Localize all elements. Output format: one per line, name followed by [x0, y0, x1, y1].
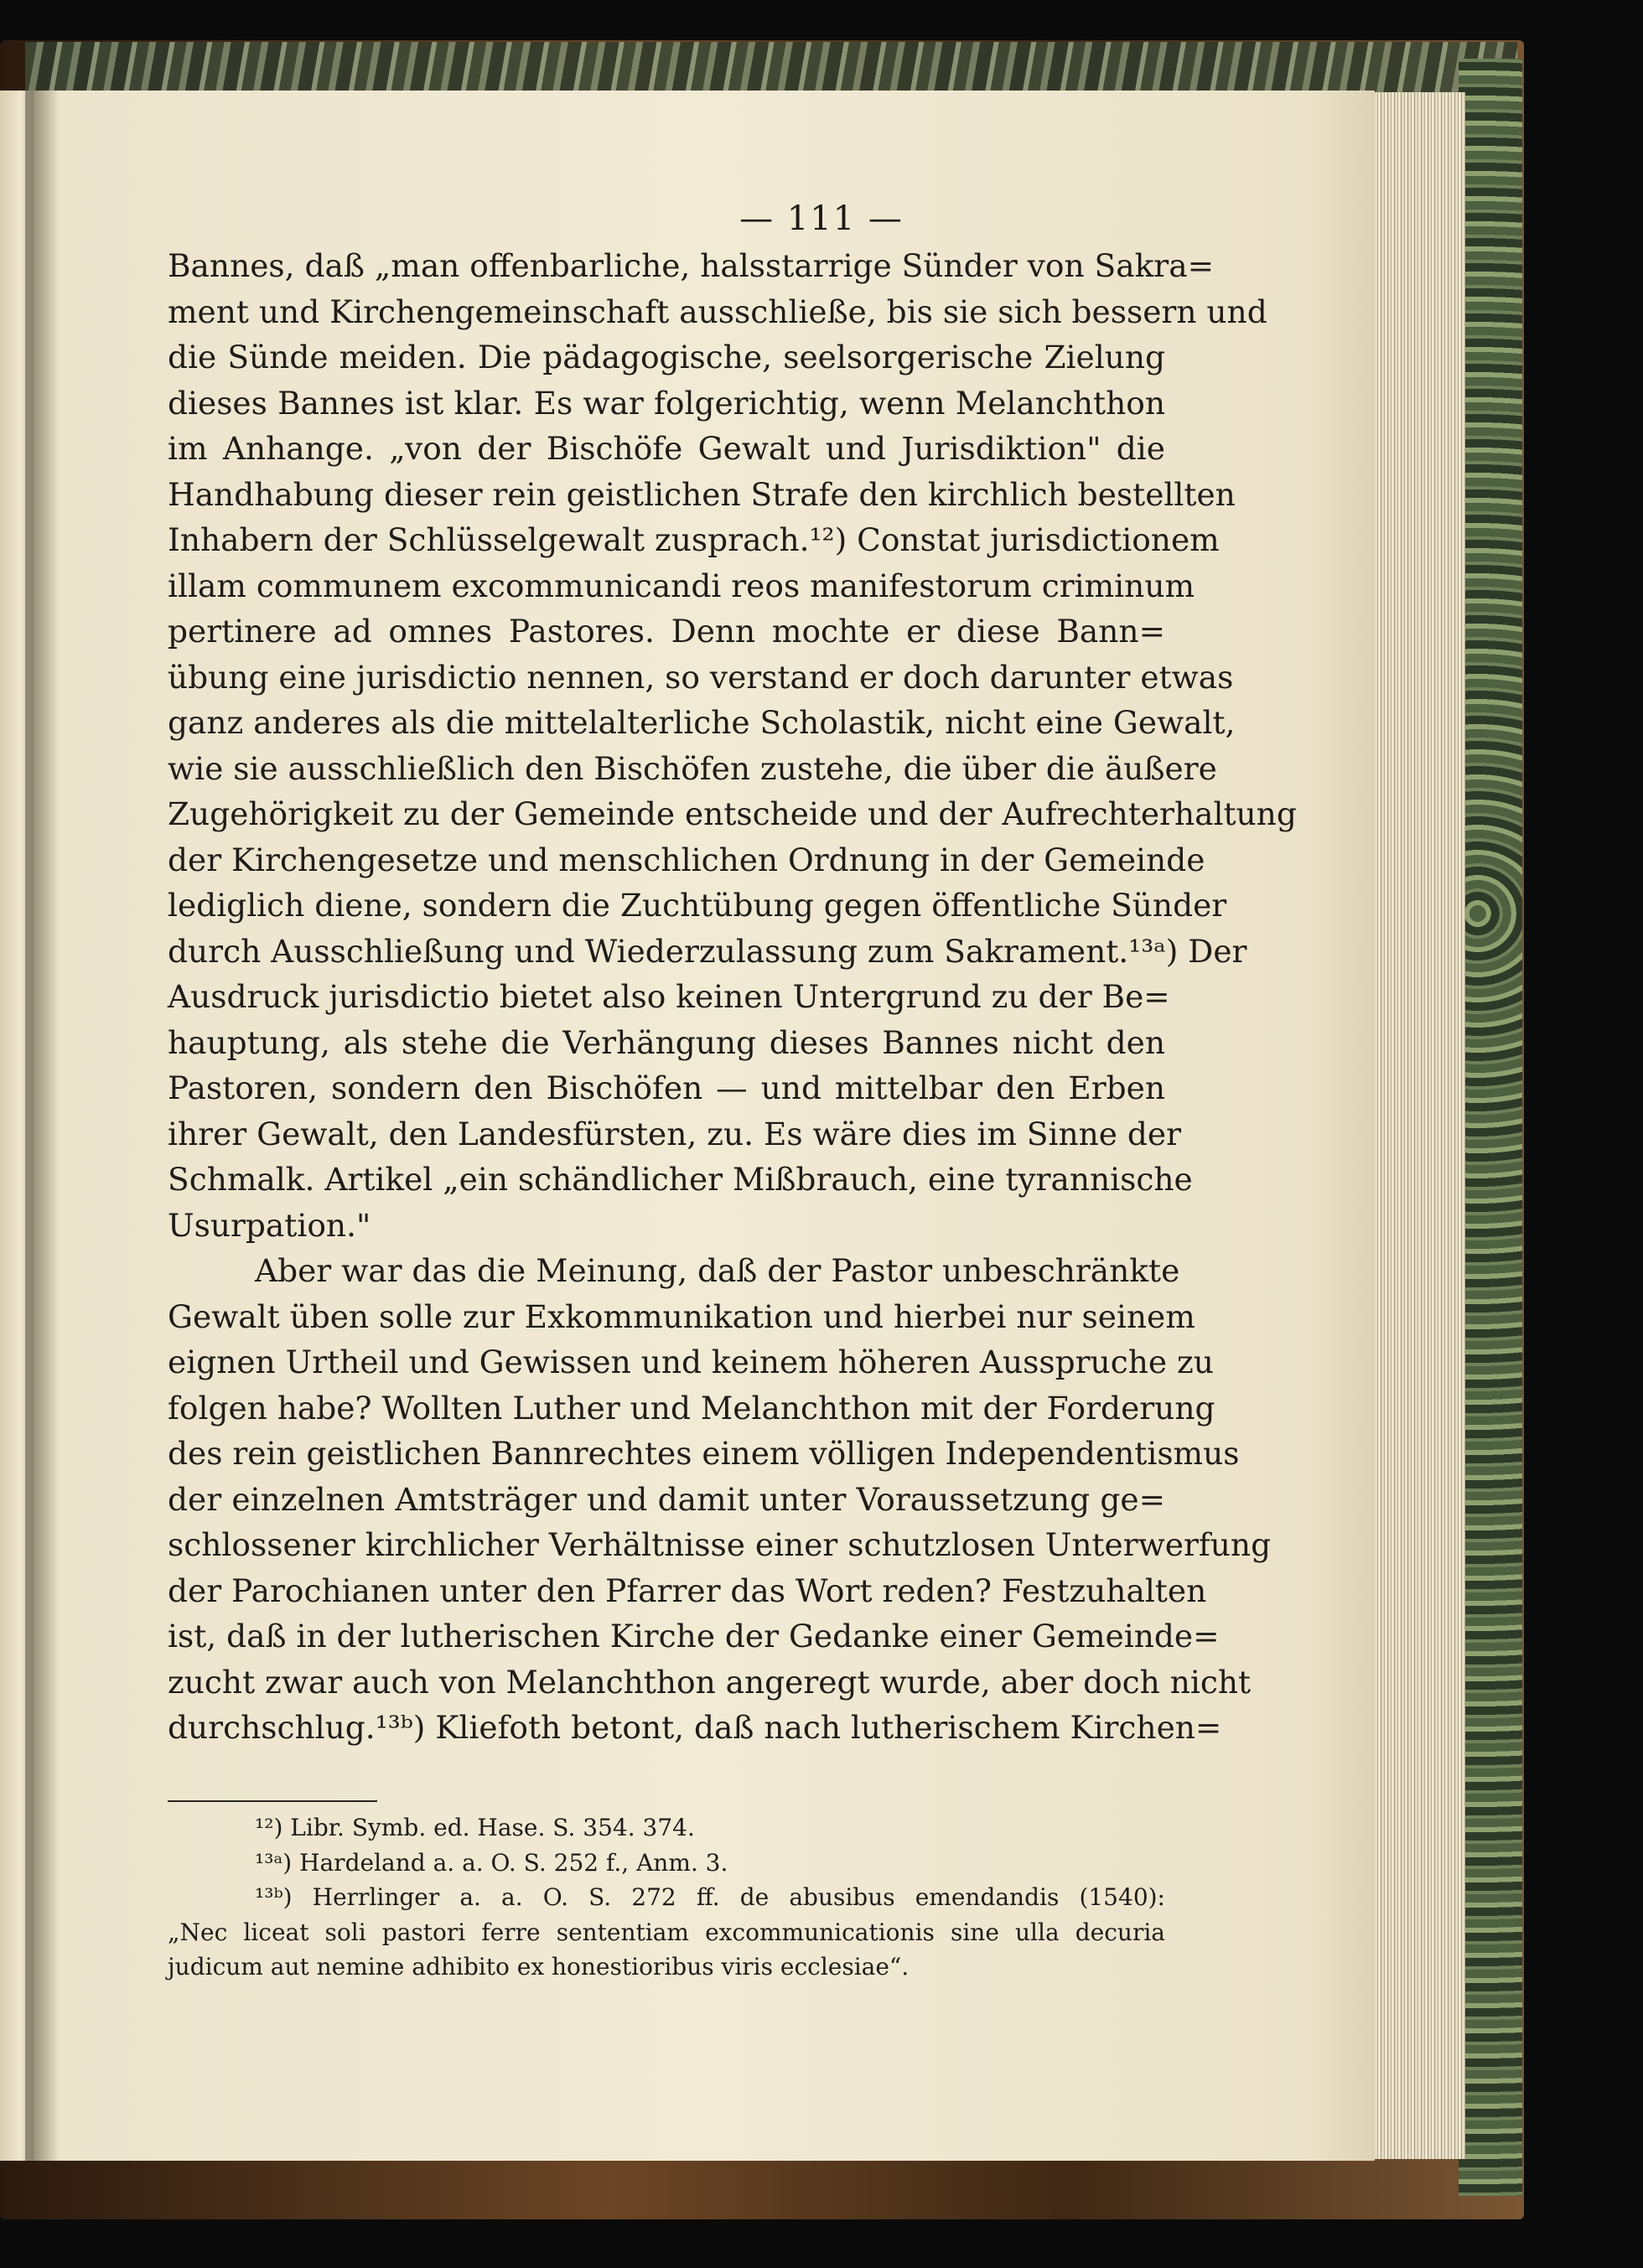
text-line: Schmalk. Artikel „ein schändlicher Mißbrauch, eine tyrannische [168, 1161, 1193, 1198]
text-line: Pastoren, sondern den Bischöfen — und mittelbar den Erben [168, 1069, 1165, 1106]
footnote-rule [168, 1800, 377, 1802]
text-line: die Sünde meiden. Die pädagogische, seelsorgerische Zielung [168, 339, 1165, 375]
text-line: durch Ausschließung und Wiederzulassung zum Sakrament.¹³ᵃ) Der [168, 932, 1247, 970]
text-line: schlossener kirchlicher Verhältnisse einer schutzlosen Unterwerfung [168, 1526, 1272, 1563]
text-line: der einzelnen Amtsträger und damit unter Voraussetzung ge= [168, 1480, 1165, 1518]
main-text [168, 243, 1297, 1751]
gutter-shadow [25, 91, 59, 2161]
text-line: ist, daß in der lutherischen Kirche der Gedanke einer Gemeinde= [168, 1618, 1220, 1654]
text-line: ihrer Gewalt, den Landesfürsten, zu. Es wäre dies im Sinne der [168, 1115, 1182, 1152]
footnote-13b-quote: „Nec liceat soli pastori ferre sententiam excommunicationis sine ulla decuria [168, 1918, 1165, 1946]
text-line: dieses Bannes ist klar. Es war folgerichtig, wenn Melanchthon [168, 384, 1165, 422]
text-line: hauptung, als stehe die Verhängung dieses Bannes nicht den [168, 1023, 1165, 1061]
page-stack-edge [1375, 92, 1465, 2159]
footnote-13b: ¹³ᵇ) Herrlinger a. a. O. S. 272 ff. de abusibus emendandis (1540): [255, 1883, 1165, 1911]
marbled-fore-edge [1459, 59, 1522, 2196]
footnote-12: ¹²) Libr. Symb. ed. Hase. S. 354. 374. [255, 1814, 695, 1841]
text-line: Inhabern der Schlüsselgewalt zusprach.¹²) Constat jurisdictionem [168, 521, 1220, 558]
text-line: im Anhange. „von der Bischöfe Gewalt und Jurisdiktion" die [168, 430, 1165, 467]
text-line: Aber war das die Meinung, daß der Pastor unbeschränkte [255, 1252, 1180, 1289]
text-line: übung eine jurisdictio nennen, so verstand er doch darunter etwas [168, 658, 1234, 696]
text-line: der Parochianen unter den Pfarrer das Wort reden? Festzuhalten [168, 1572, 1207, 1609]
text-line: illam communem excommunicandi reos manifestorum criminum [168, 567, 1195, 604]
text-line: durchschlug.¹³ᵇ) Kliefoth betont, daß nach lutherischem Kirchen= [168, 1709, 1222, 1746]
text-line: lediglich diene, sondern die Zuchtübung gegen öffentliche Sünder [168, 887, 1227, 924]
text-line: ment und Kirchengemeinschaft ausschließe, bis sie sich bessern und [168, 293, 1267, 330]
text-line: der Kirchengesetze und menschlichen Ordnung in der Gemeinde [168, 841, 1205, 878]
text-line: zucht zwar auch von Melanchthon angeregt wurde, aber doch nicht [168, 1663, 1252, 1701]
text-line: Zugehörigkeit zu der Gemeinde entscheide und der Aufrechterhaltung [168, 795, 1297, 832]
page-number-header: — 111 — [739, 199, 904, 238]
text-line: Usurpation." [168, 1206, 371, 1244]
footnote-13a: ¹³ᵃ) Hardeland a. a. O. S. 252 f., Anm. 3. [255, 1848, 728, 1877]
text-line: Gewalt üben solle zur Exkommunikation und hierbei nur seinem [168, 1297, 1195, 1335]
text-line: pertinere ad omnes Pastores. Denn mochte er diese Bann= [168, 613, 1165, 650]
text-line: ganz anderes als die mittelalterliche Scholastik, nicht eine Gewalt, [168, 704, 1236, 741]
footnotes [168, 1810, 1165, 1985]
text-line: Ausdruck jurisdictio bietet also keinen Untergrund zu der Be= [168, 978, 1170, 1015]
footnote-13b-quote-end: judicum aut nemine adhibito ex honestioribus viris ecclesiae“. [168, 1953, 910, 1981]
text-line: Handhabung dieser rein geistlichen Strafe den kirchlich bestellten [168, 475, 1236, 513]
text-line: folgen habe? Wollten Luther und Melanchthon mit der Forderung [168, 1389, 1215, 1427]
text-line: wie sie ausschließlich den Bischöfen zustehe, die über die äußere [168, 749, 1217, 787]
text-line: Bannes, daß „man offenbarliche, halsstarrige Sünder von Sakra= [168, 247, 1214, 284]
text-line: des rein geistlichen Bannrechtes einem völligen Independentismus [168, 1435, 1240, 1472]
text-line: eignen Urtheil und Gewissen und keinem höheren Ausspruche zu [168, 1344, 1214, 1380]
